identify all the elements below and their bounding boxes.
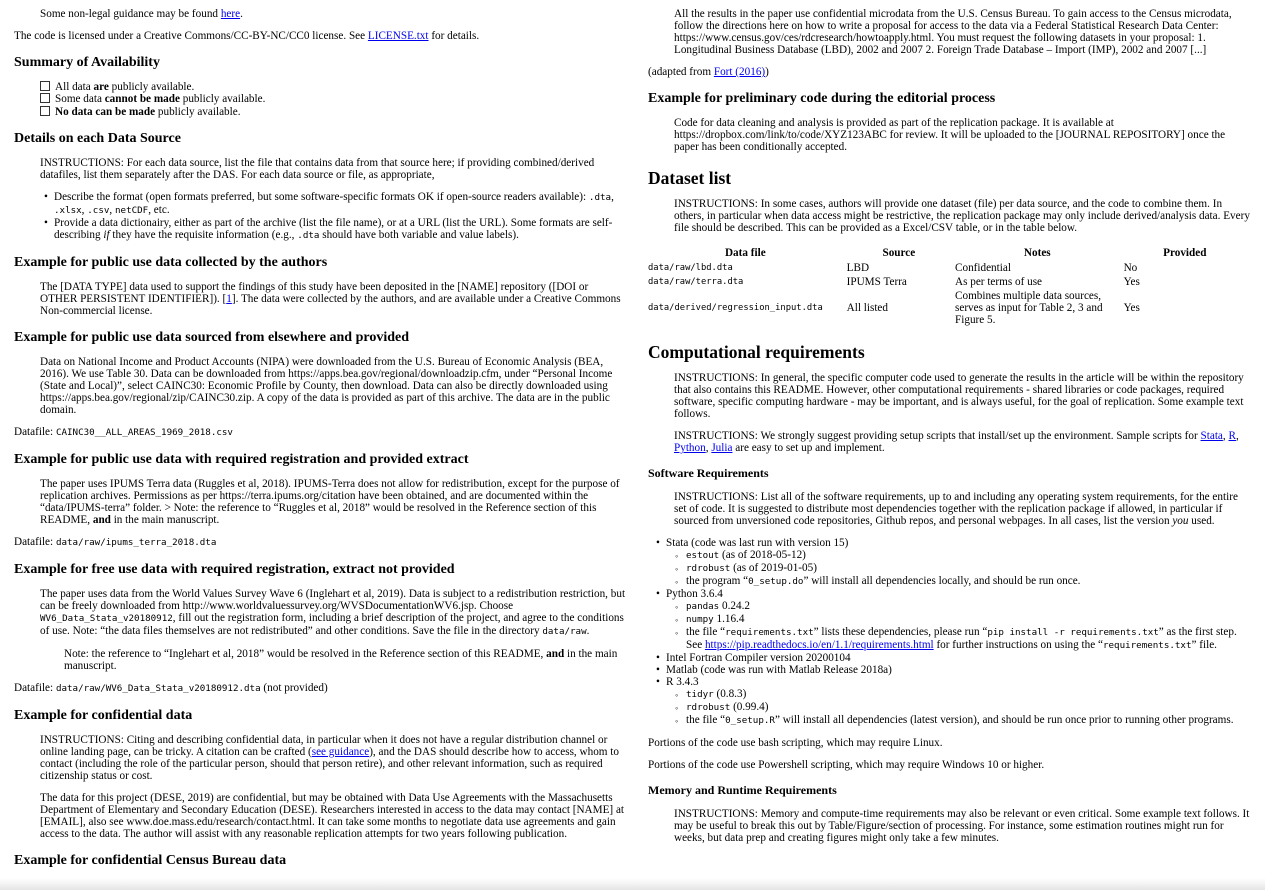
text: INSTRUCTIONS: In some cases, authors will provide one dataset (file) per data source, and the code to combine them. In others, in particular when data access might be restrictive, the replication package may only include derived/analysis data. Every file should be described. This can be provided as a Excel/CSV table, or in the table below. <box>674 198 1250 235</box>
paragraph <box>40 356 626 416</box>
code-span: data/raw/WV6_Data_Stata_v20180912.dta <box>55 683 261 695</box>
left-column <box>14 0 626 878</box>
text: ), and the DAS should describe how to access, whom to contact (including the role of the particular person, should that person retire), and other relevant information, such as required citizenship status or cost. <box>40 746 619 783</box>
table-row <box>648 289 1250 327</box>
section-heading: Summary of Availability <box>14 55 160 70</box>
text: for further instructions on using the “ <box>933 639 1103 652</box>
bold-text: No data can be made <box>55 105 156 118</box>
text: , <box>109 203 115 216</box>
text: . <box>586 625 590 638</box>
paragraph <box>14 682 626 695</box>
text: Datafile: <box>14 425 56 438</box>
table-cell: As per terms of use <box>955 276 1043 289</box>
paragraph <box>648 759 1250 771</box>
link[interactable]: Fort (2016) <box>713 66 766 78</box>
list-item <box>666 588 1250 652</box>
section-heading: Dataset list <box>648 168 732 189</box>
sub-list-item <box>686 688 1250 701</box>
table-cell: LBD <box>846 262 870 275</box>
sub-list-item <box>686 549 1250 562</box>
table-cell: Confidential <box>955 262 1011 275</box>
text: Provide a data dictionairy, either as part of the archive (list the file name), or at a URL (list the URL). Some formats are self-describing <box>54 216 613 241</box>
paragraph <box>40 8 626 20</box>
page-bottom-shadow <box>0 878 1265 890</box>
section-heading: Example for preliminary code during the editorial process <box>648 91 996 106</box>
paragraph <box>674 117 1250 153</box>
text: Code for data cleaning and analysis is provided as part of the replication package. It is available at https://dropbox.com/link/to/code/XYZ123ABC for review. It will be uploaded to the [JOURNAL REPOSITORY] once the paper has been conditionally accepted. <box>674 117 1226 154</box>
paragraph <box>674 808 1250 844</box>
link[interactable]: Stata <box>1200 430 1223 443</box>
paragraph <box>648 66 1250 78</box>
sub-bullet-list <box>666 688 1250 727</box>
text: they have the requisite information (e.g., <box>109 228 298 241</box>
text: the file “ <box>686 626 726 639</box>
link[interactable]: https://pip.readthedocs.io/en/1.1/requirements.html <box>704 639 934 652</box>
paragraph <box>14 426 626 439</box>
text: in the main manuscript. <box>110 514 220 527</box>
text: The paper uses data from the World Values Survey Wave 6 (Inglehart et al, 2019). Data is subject to a redistribution restriction, but can be freely downloaded from http://www.worldvaluessurvey.org/WVSDocumentationWV6.jsp. Choose <box>40 588 626 613</box>
paragraph <box>40 281 626 317</box>
list-item <box>54 191 626 217</box>
checkbox[interactable] <box>40 81 50 91</box>
link[interactable]: see guidance <box>311 746 370 759</box>
section-heading: Memory and Runtime Requirements <box>648 783 837 798</box>
text: the program “ <box>686 575 749 588</box>
section-heading: Example for public use data sourced from elsewhere and provided <box>14 329 410 345</box>
code-span: rdrobust <box>686 702 731 714</box>
table-cell: All listed <box>846 302 888 315</box>
text: Python 3.6.4 <box>666 588 723 601</box>
table-cell: data/derived/regression_input.dta <box>648 303 823 314</box>
text: (not provided) <box>260 682 328 695</box>
checkbox-label <box>55 93 265 105</box>
section-heading: Example for free use data with required registration, extract not provided <box>14 562 455 578</box>
text: Note: the reference to “Inglehart et al, 2018” would be resolved in the Reference section of this README, <box>64 648 547 661</box>
text: The [DATA TYPE] data used to support the findings of this study have been deposited in the [NAME] repository ([DOI or OTHER PERSISTENT IDENTIFIER]). [ <box>40 280 589 305</box>
text: All data <box>55 81 94 94</box>
text: Portions of the code use bash scripting, which may require Linux. <box>648 737 943 750</box>
bullet-list <box>54 191 626 242</box>
list-item <box>666 676 1250 727</box>
text: Some non-legal guidance may be found <box>40 8 221 20</box>
text: , <box>611 190 614 203</box>
sub-list-item <box>686 626 1250 652</box>
text: Describe the format (open formats preferred, but some software-specific formats OK if open-source readers available): <box>54 190 589 203</box>
section-heading: Example for confidential Census Bureau data <box>14 853 287 869</box>
table-header-row <box>648 246 1250 261</box>
text: , <box>1235 430 1239 443</box>
text: . <box>240 8 243 20</box>
checkbox-label <box>55 81 194 93</box>
link[interactable]: Python <box>674 442 706 455</box>
text: , <box>1222 430 1229 443</box>
section-heading: Computational requirements <box>648 342 865 363</box>
paragraph <box>674 430 1250 454</box>
code-span: pandas <box>686 601 720 613</box>
link[interactable]: R <box>1228 430 1236 443</box>
text: ]. The data were collected by the authors, and are available under a Creative Commons Non-commercial license. <box>40 292 621 317</box>
link[interactable]: here <box>220 8 241 20</box>
sub-list-item <box>686 575 1250 588</box>
code-span: rdrobust <box>686 563 731 575</box>
section-heading: Example for public use data with required registration and provided extract <box>14 451 469 467</box>
code-span: .csv <box>87 204 110 216</box>
text: (0.8.3) <box>713 688 747 701</box>
text: Datafile: <box>14 682 56 695</box>
code-span: CAINC30__ALL_AREAS_1969_2018.csv <box>55 426 233 438</box>
paragraph <box>674 198 1250 234</box>
bold-text: cannot be made <box>104 93 180 106</box>
section-heading: Details on each Data Source <box>14 130 181 146</box>
paragraph <box>648 737 1250 749</box>
link[interactable]: LICENSE.txt <box>367 30 429 42</box>
paragraph <box>40 478 626 526</box>
table-row <box>648 261 1250 275</box>
code-span: data/raw <box>542 626 587 638</box>
text: INSTRUCTIONS: For each data source, list the file that contains data from that source here; if providing combined/derived datafiles, list them separately after the DAS. For each data source or file, as appropriate, <box>40 156 595 181</box>
table-cell: data/raw/terra.dta <box>648 277 744 288</box>
text: (0.99.4) <box>730 701 769 714</box>
text: for details. <box>428 30 480 42</box>
text: 0.24.2 <box>719 600 750 613</box>
text: Data on National Income and Product Accounts (NIPA) were downloaded from the U.S. Bureau of Economic Analysis (BEA, 2016). We use Table 30. Data can be downloaded from https://apps.bea.gov/regional/downloadzip.cfm, under “Personal Income (State and Local)”, select CAINC30: Economic Profile by County, then download. Data can also be directly downloaded using https://apps.bea.gov/regional/zip/CAINC30.zip. A copy of the data is provided as part of this archive. The data are in the public domain. <box>40 355 613 416</box>
bullet-list <box>666 537 1250 727</box>
paragraph <box>674 8 1250 56</box>
paragraph <box>40 734 626 782</box>
bold-text: and <box>546 648 565 661</box>
code-span: data/raw/ipums_terra_2018.dta <box>55 537 217 549</box>
text: used. <box>1188 515 1215 528</box>
text: Some data <box>55 93 105 106</box>
code-span: 0_setup.R <box>725 715 775 727</box>
code-span: WV6_Data_Stata_v20180912 <box>40 613 173 625</box>
paragraph <box>674 491 1250 527</box>
table-row <box>648 275 1250 289</box>
bold-text: are <box>93 81 109 94</box>
table-cell: data/raw/lbd.dta <box>648 263 733 274</box>
sub-bullet-list <box>666 549 1250 588</box>
text: ” lists these dependencies, please run “ <box>813 626 988 639</box>
sub-list-item <box>686 600 1250 613</box>
text: The code is licensed under a Creative Commons/CC-BY-NC/CC0 license. See <box>14 30 368 42</box>
text: Portions of the code use Powershell scripting, which may require Windows 10 or higher. <box>648 759 1045 772</box>
column-header: Source <box>882 247 916 260</box>
link[interactable]: 1 <box>226 292 232 305</box>
link[interactable]: Julia <box>711 442 733 455</box>
text: are easy to set up and implement. <box>732 442 885 455</box>
code-span: estout <box>686 550 720 562</box>
code-span: netCDF <box>115 204 149 216</box>
table-cell: No <box>1123 262 1138 275</box>
paragraph <box>674 372 1250 420</box>
section-heading: Example for public use data collected by the authors <box>14 254 328 270</box>
column-header: Data file <box>724 247 766 260</box>
code-span: requirements.txt <box>725 627 814 639</box>
text: INSTRUCTIONS: We strongly suggest providing setup scripts that install/set up the environment. Sample scripts for <box>674 430 1201 443</box>
text: publicly available. <box>179 93 266 106</box>
text: INSTRUCTIONS: In general, the specific computer code used to generate the results in the article will be within the repository that also contains this README. However, other computational requirements - shared libraries or code packages, required software, specific computing hardware - may be important, and is always useful, for the goal of replication. Some example text follows. <box>674 372 1244 421</box>
code-span: 0_setup.do <box>748 576 804 588</box>
code-span: .dta <box>297 229 320 241</box>
text: (adapted from <box>648 66 714 78</box>
text: ” file. <box>1191 639 1217 652</box>
sub-list-item <box>686 701 1250 714</box>
text: (as of 2019-01-05) <box>730 562 817 575</box>
code-span: .dta <box>588 191 612 203</box>
text: , etc. <box>148 203 170 216</box>
text: the file “ <box>686 714 726 727</box>
list-item <box>54 217 626 242</box>
text: The data for this project (DESE, 2019) are confidential, but may be obtained with Data Use Agreements with the Massachusetts Department of Elementary and Secondary Education (DESE). Researchers interested in access to the data may contact [NAME] at [EMAIL], also see www.doe.mass.edu/research/contact.html. It can take some months to negotiate data use agreements and gain access to the data. The author will assist with any reasonable replication attempts for two years following publication. <box>40 792 625 841</box>
list-item <box>666 664 1250 676</box>
text: INSTRUCTIONS: Memory and compute-time requirements may also be relevant or even critical. Some example text follows. It may be useful to break this out by Table/Figure/section of processing. For instance, some estimation routines might run for weeks, but data prep and creating figures might only take a few minutes. <box>674 807 1250 844</box>
sub-list-item <box>686 562 1250 575</box>
text: in the main manuscript. <box>64 648 618 673</box>
text: All the results in the paper use confidential microdata from the U.S. Census Bureau. To gain access to the Census microdata, follow the directions here on how to write a proposal for access to the data via a Federal Statistical Research Data Center: https://www.census.gov/ces/rdcresearch/howtoapply.html. You must request the following datasets in your proposal: 1. Longitudinal Business Database (LBD), 2002 and 2007 2. Foreign Trade Database – Import (IMP), 2002 and 2007 [...] <box>674 8 1232 56</box>
sub-list-item <box>686 714 1250 727</box>
checkbox[interactable] <box>40 106 50 116</box>
table-cell: IPUMS Terra <box>846 276 907 289</box>
italic-text: you <box>1172 515 1189 528</box>
text: Intel Fortran Compiler version 20200104 <box>666 652 851 665</box>
checklist-item <box>40 106 626 118</box>
checkbox-label <box>55 106 241 118</box>
text: (as of 2018-05-12) <box>719 549 806 562</box>
column-header: Notes <box>1023 247 1051 260</box>
table-cell: Yes <box>1123 276 1140 289</box>
text: Datafile: <box>14 536 56 549</box>
code-span: requirements.txt <box>1102 640 1192 652</box>
text: publicly available. <box>108 81 195 94</box>
code-span: tidyr <box>686 689 714 701</box>
code-span: numpy <box>686 614 714 626</box>
text: Stata (code was last run with version 15) <box>666 537 849 550</box>
text: , fill out the registration form, including a brief description of the project, and agree to the conditions of use. Note: “the data files themselves are not redistributed” and other conditions. Save the file in the directory <box>40 612 624 638</box>
right-column <box>648 0 1250 854</box>
sub-bullet-list <box>666 600 1250 652</box>
code-span: pip install -r requirements.txt <box>987 627 1159 639</box>
text: ) <box>765 66 769 78</box>
list-item <box>666 652 1250 664</box>
paragraph <box>40 157 626 181</box>
text: Matlab (code was run with Matlab Release 2018a) <box>666 664 892 677</box>
section-heading: Software Requirements <box>648 466 769 481</box>
table-cell: Combines multiple data sources, serves as input for Table 2, 3 and Figure 5. <box>955 290 1103 327</box>
code-span: .xlsx <box>54 204 82 216</box>
checklist-item <box>40 93 626 105</box>
italic-text: if <box>103 228 110 241</box>
text: INSTRUCTIONS: Citing and describing confidential data, in particular when it does not have a regular distribution channel or online landing page, can be tricky. A citation can be crafted ( <box>40 734 608 759</box>
checklist <box>40 81 626 118</box>
text: ” as the first step. See <box>686 626 1237 652</box>
dataset-table <box>648 246 1250 327</box>
paragraph <box>64 648 626 672</box>
checkbox[interactable] <box>40 93 50 103</box>
text: R 3.4.3 <box>666 676 699 689</box>
bold-text: and <box>92 514 111 527</box>
table-cell: Yes <box>1123 302 1140 315</box>
text: INSTRUCTIONS: List all of the software requirements, up to and including any operating system requirements, for the entire set of code. It is suggested to distribute most dependencies together with the replication package if allowed, in particular if sourced from unversioned code repositories, Github repos, and personal webpages. In all cases, list the version <box>674 491 1238 528</box>
section-heading: Example for confidential data <box>14 708 193 724</box>
text: , <box>705 442 712 455</box>
text: ” will install all dependencies (latest version), and should be run once prior to running other programs. <box>774 714 1234 727</box>
list-item <box>666 537 1250 588</box>
text: should have both variable and value labels). <box>319 228 519 241</box>
paragraph <box>14 536 626 549</box>
column-header: Provided <box>1163 247 1207 260</box>
paragraph <box>14 30 626 42</box>
text: 1.16.4 <box>713 613 745 626</box>
checklist-item <box>40 81 626 93</box>
text: ” will install all dependencies locally, and should be run once. <box>803 575 1081 588</box>
text: The paper uses IPUMS Terra data (Ruggles et al, 2018). IPUMS-Terra does not allow for redistribution, except for the purpose of replication archives. Permissions as per https://terra.ipums.org/citation have been obtained, and are documented within the “data/IPUMS-terra” folder. > Note: the reference to “Ruggles et al, 2018” would be resolved in the Reference section of this README, <box>40 478 620 527</box>
sub-list-item <box>686 613 1250 626</box>
text: , <box>81 203 88 216</box>
paragraph <box>40 588 626 638</box>
text: publicly available. <box>155 105 241 118</box>
paragraph <box>40 792 626 840</box>
